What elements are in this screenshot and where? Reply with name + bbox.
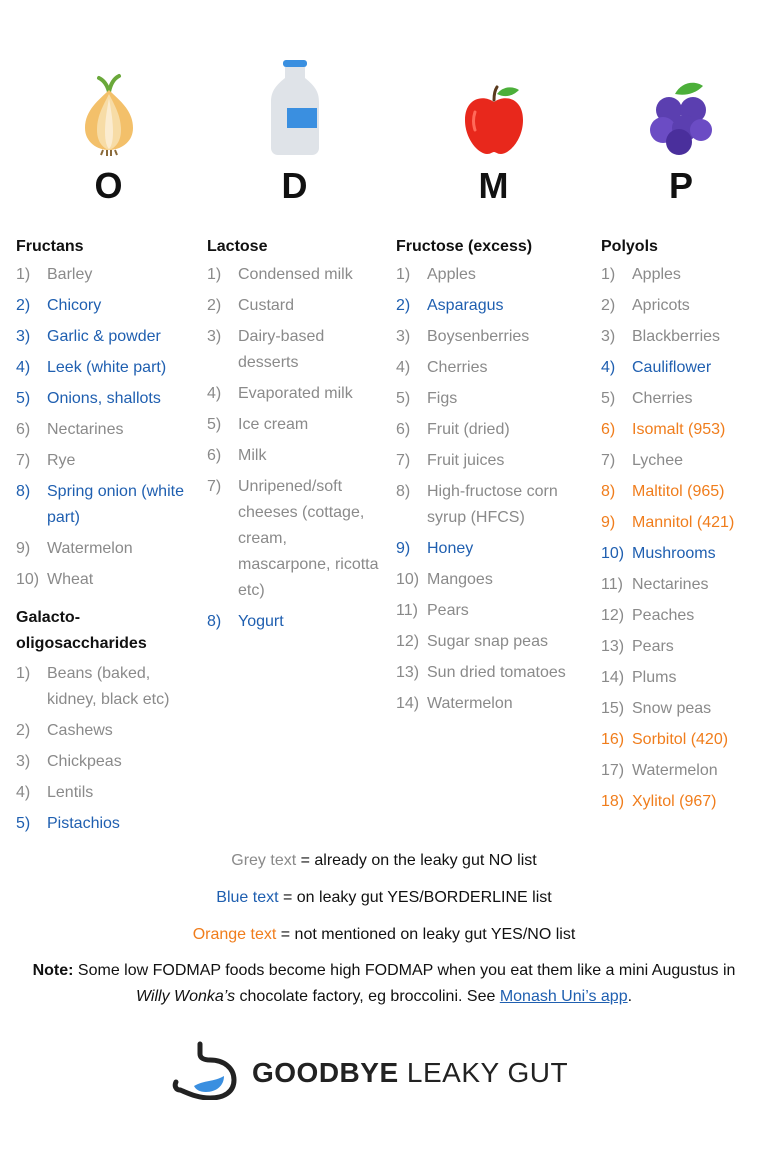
list-item-number: 13) [396, 664, 420, 681]
list-item-number: 1) [601, 266, 616, 283]
list-item-text: Beans (baked, kidney, black etc) [47, 665, 170, 708]
list-item [601, 696, 761, 722]
list-item-number: 1) [16, 266, 31, 283]
list-item-text: Mangoes [427, 571, 493, 588]
list-item-number: 15) [601, 700, 625, 717]
list-item-number: 17) [601, 762, 625, 779]
polyols-list [601, 262, 761, 815]
list-item-text: Cashews [47, 722, 113, 739]
list-item-text: Fruit juices [427, 452, 505, 469]
list-item-text: Chickpeas [47, 753, 122, 770]
list-item-text: Rye [47, 452, 76, 469]
letter-o: O [94, 165, 123, 206]
list-item-text: Spring onion (white part) [47, 483, 184, 526]
list-item [207, 381, 382, 407]
list-item-number: 3) [16, 753, 31, 770]
list-item-text: Apples [632, 266, 681, 283]
list-item-number: 1) [207, 266, 222, 283]
list-item-text: Isomalt (953) [632, 421, 726, 438]
list-item-text: Fruit (dried) [427, 421, 510, 438]
list-item-number: 10) [601, 545, 625, 562]
list-item [601, 355, 761, 381]
list-item [16, 718, 201, 744]
list-item [601, 541, 761, 567]
legend-grey [0, 850, 768, 872]
gos-list [16, 661, 201, 837]
list-item-text: Blackberries [632, 328, 721, 345]
list-item-text: Sugar snap peas [427, 633, 548, 650]
list-item [396, 479, 591, 531]
list-item-text: Figs [427, 390, 458, 407]
list-item-text: Condensed milk [238, 266, 353, 283]
milk-bottle-icon [207, 60, 382, 156]
list-item [396, 417, 591, 443]
list-item-number: 14) [396, 695, 420, 712]
list-item [16, 536, 201, 562]
group-title-gos: Galacto-oligosaccharides [16, 609, 147, 652]
list-item [207, 443, 382, 469]
list-item-number: 5) [16, 815, 31, 832]
legend-blue-desc: = on leaky gut YES/BORDERLINE list [278, 889, 552, 906]
list-item-text: Onions, shallots [47, 390, 161, 407]
list-item [207, 474, 382, 604]
list-item-text: Watermelon [427, 695, 513, 712]
list-item-number: 4) [16, 359, 31, 376]
list-item [601, 572, 761, 598]
list-item [16, 749, 201, 775]
list-item-number: 14) [601, 669, 625, 686]
list-item-number: 4) [396, 359, 411, 376]
list-item-text: Cherries [632, 390, 693, 407]
list-item-number: 9) [601, 514, 616, 531]
list-item-number: 9) [396, 540, 411, 557]
list-item-text: Cauliflower [632, 359, 712, 376]
list-item [396, 324, 591, 350]
list-item [396, 355, 591, 381]
list-item-number: 10) [396, 571, 420, 588]
list-item-number: 4) [207, 385, 222, 402]
list-item [601, 758, 761, 784]
list-item [601, 324, 761, 350]
list-item [601, 448, 761, 474]
list-item [16, 448, 201, 474]
list-item [601, 727, 761, 753]
list-item-number: 2) [16, 722, 31, 739]
letter-p: P [668, 165, 693, 206]
list-item-text: Pistachios [47, 815, 120, 832]
list-item-number: 2) [396, 297, 411, 314]
brand-bold: GOODBYE [252, 1056, 399, 1088]
list-item-text: Pears [427, 602, 469, 619]
list-item-number: 1) [16, 665, 31, 682]
list-item [207, 293, 382, 319]
list-item-number: 8) [207, 613, 222, 630]
list-item [601, 417, 761, 443]
list-item [601, 479, 761, 505]
list-item [396, 262, 591, 288]
list-item-number: 9) [16, 540, 31, 557]
grapes-icon [601, 60, 761, 156]
list-item-text: Watermelon [632, 762, 718, 779]
list-item [601, 386, 761, 412]
list-item-number: 12) [601, 607, 625, 624]
group-title-fructose: Fructose (excess) [396, 238, 533, 255]
list-item-text: Apricots [632, 297, 690, 314]
list-item [16, 293, 201, 319]
legend-orange [0, 924, 768, 946]
list-item [601, 603, 761, 629]
legend-grey-key: Grey text [231, 852, 297, 869]
list-item-text: Mushrooms [632, 545, 716, 562]
list-item-text: Pears [632, 638, 674, 655]
list-item-text: Lentils [47, 784, 94, 801]
legend-blue-key: Blue text [216, 889, 279, 906]
list-item [16, 661, 201, 713]
letter-d: D [281, 165, 308, 206]
list-item-text: Mannitol (421) [632, 514, 735, 531]
brand-logo [170, 1040, 568, 1105]
list-item-text: Xylitol (967) [632, 793, 717, 810]
list-item-text: Yogurt [238, 613, 284, 630]
column-p [601, 60, 761, 820]
list-item-text: Sorbitol (420) [632, 731, 729, 748]
list-item-text: Watermelon [47, 540, 133, 557]
legend-orange-key: Orange text [192, 926, 277, 943]
list-item-number: 6) [16, 421, 31, 438]
list-item-number: 2) [601, 297, 616, 314]
list-item-number: 10) [16, 571, 40, 588]
apple-icon [396, 60, 591, 156]
list-item-text: Garlic & powder [47, 328, 161, 345]
list-item-text: Dairy-based desserts [238, 328, 325, 371]
list-item-number: 5) [396, 390, 411, 407]
list-item-text: Milk [238, 447, 267, 464]
list-item [16, 479, 201, 531]
monash-app-link[interactable]: Monash Uni’s app [499, 988, 628, 1005]
column-o [16, 60, 201, 842]
stomach-logo-icon [170, 1040, 242, 1105]
list-item-number: 6) [396, 421, 411, 438]
list-item-number: 8) [601, 483, 616, 500]
list-item-number: 11) [601, 576, 623, 593]
list-item-number: 3) [601, 328, 616, 345]
list-item-number: 2) [207, 297, 222, 314]
list-item-number: 7) [207, 478, 222, 495]
list-item-number: 8) [396, 483, 411, 500]
group-title-lactose: Lactose [207, 238, 268, 255]
list-item [16, 417, 201, 443]
list-item-number: 3) [207, 328, 222, 345]
list-item [207, 324, 382, 376]
list-item-number: 6) [207, 447, 222, 464]
letter-m: M [478, 165, 509, 206]
list-item [16, 262, 201, 288]
list-item [16, 324, 201, 350]
fructose-list [396, 262, 591, 717]
list-item-number: 1) [396, 266, 411, 283]
list-item [207, 262, 382, 288]
list-item-text: Honey [427, 540, 474, 557]
list-item-text: Nectarines [632, 576, 709, 593]
list-item-text: Snow peas [632, 700, 712, 717]
list-item-number: 13) [601, 638, 625, 655]
list-item-number: 11) [396, 602, 418, 619]
legend-blue [0, 887, 768, 909]
list-item-number: 6) [601, 421, 616, 438]
legend-orange-desc: = not mentioned on leaky gut YES/NO list [276, 926, 576, 943]
list-item-number: 18) [601, 793, 625, 810]
list-item [601, 510, 761, 536]
fructans-list [16, 262, 201, 593]
legend-grey-desc: = already on the leaky gut NO list [296, 852, 537, 869]
list-item-number: 4) [16, 784, 31, 801]
list-item [601, 262, 761, 288]
list-item [396, 691, 591, 717]
list-item [16, 567, 201, 593]
list-item-text: Lychee [632, 452, 683, 469]
note-italic: Willy Wonka’s [135, 988, 236, 1005]
list-item [396, 598, 591, 624]
lactose-list [207, 262, 382, 635]
list-item [601, 789, 761, 815]
list-item [396, 660, 591, 686]
list-item-text: High-fructose corn syrup (HFCS) [427, 483, 558, 526]
list-item-number: 2) [16, 297, 31, 314]
list-item [601, 293, 761, 319]
list-item-text: Custard [238, 297, 295, 314]
list-item-number: 5) [601, 390, 616, 407]
list-item [396, 567, 591, 593]
list-item-text: Wheat [47, 571, 94, 588]
note-paragraph [30, 958, 738, 1010]
list-item-number: 8) [16, 483, 31, 500]
list-item [16, 780, 201, 806]
onion-icon [16, 60, 201, 156]
note-text-2: chocolate factory, eg broccolini. See [235, 988, 500, 1005]
list-item [396, 386, 591, 412]
list-item-text: Evaporated milk [238, 385, 353, 402]
list-item-number: 4) [601, 359, 616, 376]
list-item-number: 3) [16, 328, 31, 345]
list-item [601, 634, 761, 660]
list-item-text: Ice cream [238, 416, 309, 433]
brand-rest: LEAKY GUT [398, 1056, 569, 1088]
list-item-text: Apples [427, 266, 476, 283]
column-m [396, 60, 591, 722]
list-item-number: 7) [16, 452, 31, 469]
list-item [16, 355, 201, 381]
list-item [16, 811, 201, 837]
list-item-number: 7) [396, 452, 411, 469]
group-title-fructans: Fructans [16, 238, 84, 255]
list-item [601, 665, 761, 691]
list-item-number: 3) [396, 328, 411, 345]
group-title-polyols: Polyols [601, 238, 658, 255]
list-item [396, 293, 591, 319]
note-text-3: . [627, 988, 633, 1005]
list-item-text: Nectarines [47, 421, 124, 438]
list-item-text: Chicory [47, 297, 102, 314]
list-item-text: Maltitol (965) [632, 483, 725, 500]
note-text-1: Some low FODMAP foods become high FODMAP when you eat them like a mini Augustus in [73, 962, 736, 979]
list-item-text: Cherries [427, 359, 488, 376]
list-item [16, 386, 201, 412]
list-item [396, 536, 591, 562]
list-item-text: Peaches [632, 607, 695, 624]
list-item [207, 412, 382, 438]
brand-name [252, 1057, 568, 1089]
column-d [207, 60, 382, 640]
list-item-text: Unripened/soft cheeses (cottage, cream, mascarpone, ricotta etc) [238, 478, 379, 599]
list-item-number: 5) [207, 416, 222, 433]
list-item [207, 609, 382, 635]
list-item-text: Leek (white part) [47, 359, 167, 376]
list-item-text: Sun dried tomatoes [427, 664, 566, 681]
list-item-text: Plums [632, 669, 677, 686]
list-item [396, 448, 591, 474]
list-item [396, 629, 591, 655]
list-item-text: Asparagus [427, 297, 504, 314]
list-item-text: Barley [47, 266, 93, 283]
note-label: Note: [32, 962, 74, 979]
list-item-number: 16) [601, 731, 625, 748]
list-item-number: 5) [16, 390, 31, 407]
list-item-number: 12) [396, 633, 420, 650]
list-item-number: 7) [601, 452, 616, 469]
list-item-text: Boysenberries [427, 328, 530, 345]
